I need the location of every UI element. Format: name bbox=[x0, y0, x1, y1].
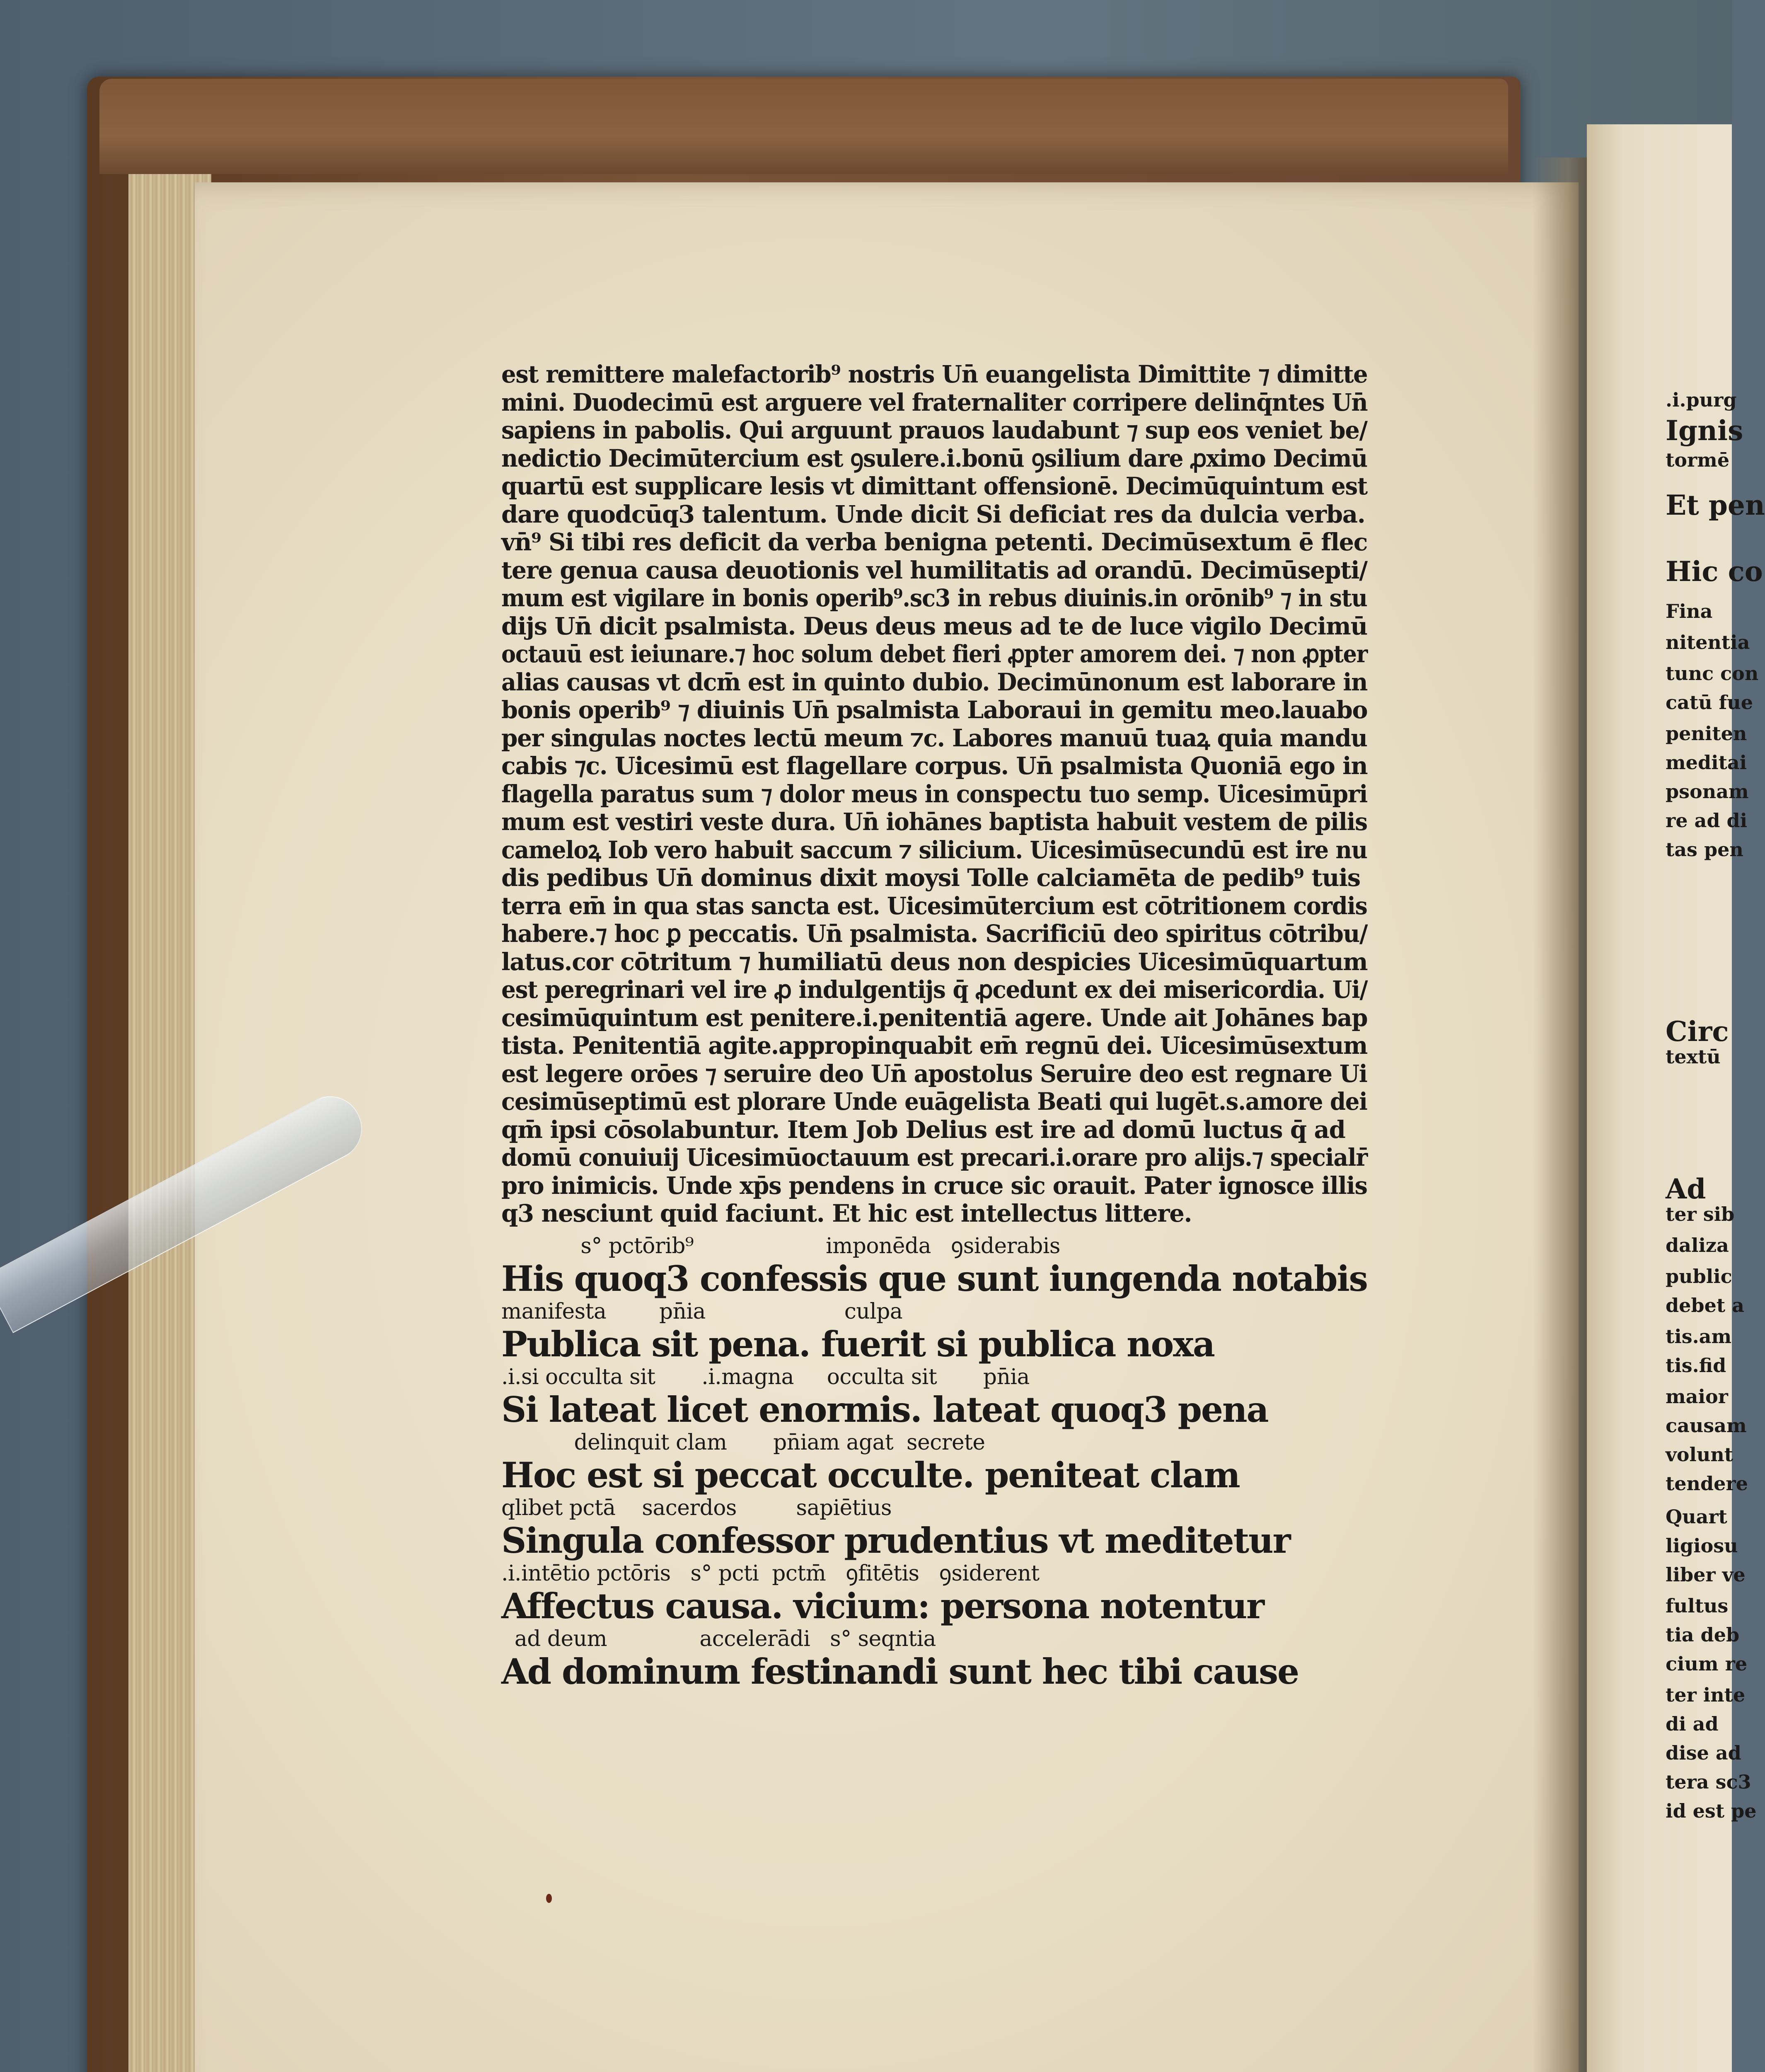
prose-line: dijs Un̄ dicit psalmista. Deus deus meus ad te de luce vigilo Decimū bbox=[501, 612, 1367, 640]
verse-line: Hoc est si peccat occulte. peniteat clam bbox=[501, 1454, 1240, 1496]
facing-page-fragment: id est pe bbox=[1666, 1800, 1757, 1822]
prose-line: sapiens in pabolis. Qui arguunt prauos laudabunt ⁊ sup eos veniet be/ bbox=[501, 416, 1367, 444]
facing-page-fragment: causam bbox=[1666, 1414, 1747, 1437]
facing-page-fragment: catū fue bbox=[1666, 691, 1753, 714]
prose-line: est legere orōes ⁊ seruire deo Un̄ apostolus Seruire deo est regnare Ui bbox=[501, 1059, 1367, 1088]
facing-page-fragment: Ignis bbox=[1666, 414, 1743, 447]
interlinear-gloss: .i.intētio pctōris s° pcti pctm̄ ꝯfitētis ꝯsiderent bbox=[501, 1561, 1040, 1586]
prose-line: tere genua causa deuotionis vel humilitatis ad orandū. Decimūsepti/ bbox=[501, 556, 1367, 584]
prose-line: est peregrinari vel ire ꝓ indulgentijs q̄ ꝓcedunt ex dei misericordia. Ui/ bbox=[501, 975, 1368, 1004]
verse-line: His quoq3 confessis que sunt iungenda notabis bbox=[501, 1258, 1367, 1299]
verse-line: Affectus causa. vicium: persona notentur bbox=[501, 1585, 1264, 1627]
prose-line: cabis ⁊c. Uicesimū est flagellare corpus. Un̄ psalmista Quoniā ego in bbox=[501, 752, 1368, 780]
facing-page-fragment: Hic co bbox=[1666, 555, 1763, 588]
prose-line: q3 nesciunt quid faciunt. Et hic est intellectus littere. bbox=[501, 1199, 1192, 1227]
prose-line: domū conuiuij Uicesimūoctauum est precari.i.orare pro alijs.⁊ specialr̄ bbox=[501, 1143, 1368, 1172]
prose-line: terra em̄ in qua stas sancta est. Uicesimūtercium est cōtritionem cordis bbox=[501, 891, 1367, 920]
facing-page-fragment: tunc con bbox=[1666, 662, 1759, 685]
prose-line: habere.⁊ hoc ꝑ peccatis. Un̄ psalmista. Sacrificiū deo spiritus cōtribu/ bbox=[501, 920, 1368, 948]
facing-page-fragment: peniten bbox=[1666, 722, 1747, 745]
book-gutter-shadow bbox=[1533, 157, 1591, 2072]
prose-line: mum est vigilare in bonis operib⁹.sc3 in rebus diuinis.in orōnib⁹ ⁊ in stu bbox=[501, 584, 1367, 612]
facing-page-fragment: tera sc3 bbox=[1666, 1771, 1751, 1793]
prose-line: cesimūseptimū est plorare Unde euāgelista Beati qui lugēt.s.amore dei bbox=[501, 1087, 1367, 1116]
prose-line: mum est vestiri veste dura. Un̄ iohānes baptista habuit vestem de pilis bbox=[501, 808, 1367, 836]
prose-line: pro inimicis. Unde xp̄s pendens in cruce sic orauit. Pater ignosce illis bbox=[501, 1171, 1367, 1200]
book-cover-top-edge bbox=[99, 79, 1508, 174]
facing-page-fragment: nitentia bbox=[1666, 631, 1750, 654]
main-text-block bbox=[501, 361, 1371, 1692]
prose-line: bonis operib⁹ ⁊ diuinis Un̄ psalmista Laboraui in gemitu meo.lauabo bbox=[501, 696, 1368, 724]
prose-line: est remittere malefactorib⁹ nostris Un̄ euangelista Dimittite ⁊ dimitte bbox=[501, 360, 1368, 388]
facing-page-fragment: public bbox=[1666, 1265, 1732, 1288]
interlinear-gloss: s° pctōrib⁹ imponēda ꝯsiderabis bbox=[501, 1233, 1060, 1259]
prose-section bbox=[501, 361, 1371, 1228]
facing-page-fragment: di ad bbox=[1666, 1713, 1719, 1735]
verse-line: Publica sit pena. fuerit si publica noxa bbox=[501, 1323, 1214, 1365]
prose-line: vn̄⁹ Si tibi res deficit da verba benigna petenti. Decimūsextum ē flec bbox=[501, 528, 1368, 556]
prose-line: tista. Penitentiā agite.appropinquabit em̄ regnū dei. Uicesimūsextum bbox=[501, 1031, 1368, 1060]
facing-page-fragment: fultus bbox=[1666, 1595, 1729, 1617]
interlinear-gloss: manifesta pn̄ia culpa bbox=[501, 1299, 903, 1324]
facing-page-fragment: re ad di bbox=[1666, 809, 1748, 832]
verse-line: Si lateat licet enormis. lateat quoq3 pena bbox=[501, 1389, 1268, 1430]
prose-line: dare quodcūq3 talentum. Unde dicit Si deficiat res da dulcia verba. bbox=[501, 500, 1365, 528]
prose-line: per singulas noctes lectū meum ⁊c. Labores manuū tuaꝝ quia mandu bbox=[501, 724, 1367, 752]
facing-page-fragment: textū bbox=[1666, 1046, 1721, 1068]
facing-page-fragment: tis.am bbox=[1666, 1325, 1732, 1348]
prose-line: flagella paratus sum ⁊ dolor meus in conspectu tuo semp. Uicesimūpri bbox=[501, 779, 1368, 808]
facing-page-fragment: ter inte bbox=[1666, 1684, 1746, 1706]
facing-page-fragment: liber ve bbox=[1666, 1564, 1746, 1586]
prose-line: mini. Duodecimū est arguere vel fraternaliter corripere delinq̄ntes Un̄ bbox=[501, 388, 1368, 416]
facing-page-fragment: .i.purg bbox=[1666, 389, 1737, 411]
verse-line: Singula confessor prudentius vt meditetur bbox=[501, 1520, 1290, 1561]
interlinear-gloss: delinquit clam pn̄iam agat secrete bbox=[501, 1430, 985, 1455]
facing-page-fragment: maior bbox=[1666, 1385, 1728, 1408]
interlinear-gloss: .i.si occulta sit .i.magna occulta sit pn̄ia bbox=[501, 1364, 1030, 1389]
prose-line: quartū est supplicare lesis vt dimittant offensionē. Decimūquintum est bbox=[501, 472, 1367, 500]
facing-page-fragment: Circ bbox=[1666, 1015, 1729, 1048]
facing-page-fragment: Ad bbox=[1666, 1173, 1706, 1205]
facing-page-fragment: Quart bbox=[1666, 1506, 1727, 1528]
prose-line: cameloꝝ Iob vero habuit saccum ⁊ silicium. Uicesimūsecundū est ire nu bbox=[501, 835, 1367, 864]
prose-line: qm̄ ipsi cōsolabuntur. Item Job Delius est ire ad domū luctus q̄ ad bbox=[501, 1115, 1345, 1144]
facing-page-fragment: tas pen bbox=[1666, 838, 1743, 861]
facing-page-fragment: Et pen bbox=[1666, 489, 1765, 521]
facing-page-fragment: debet a bbox=[1666, 1294, 1744, 1317]
facing-page-fragment: meditai bbox=[1666, 751, 1747, 774]
prose-line: latus.cor cōtritum ⁊ humiliatū deus non despicies Uicesimūquartum bbox=[501, 947, 1368, 976]
prose-line: dis pedibus Un̄ dominus dixit moysi Tolle calciamēta de pedib⁹ tuis bbox=[501, 864, 1360, 892]
verse-line: Ad dominum festinandi sunt hec tibi cause bbox=[501, 1651, 1298, 1692]
verse-section bbox=[501, 1234, 1371, 1692]
prose-line: alias causas vt dcm̄ est in quinto dubio. Decimūnonum est laborare in bbox=[501, 668, 1368, 696]
ink-spot bbox=[546, 1894, 552, 1903]
facing-page-fragment: Fina bbox=[1666, 600, 1713, 622]
interlinear-gloss: qlibet pctā sacerdos sapiētius bbox=[501, 1495, 892, 1520]
prose-line: octauū est ieiunare.⁊ hoc solum debet fieri ꝓpter amorem dei. ⁊ non ꝓpter bbox=[501, 640, 1368, 668]
facing-page-fragment: ligiosu bbox=[1666, 1535, 1738, 1557]
interlinear-gloss: ad deum accelerādi s° seqntia bbox=[501, 1626, 936, 1651]
facing-page-fragment: tormē bbox=[1666, 449, 1730, 471]
facing-page-fragment: tis.fid bbox=[1666, 1354, 1726, 1377]
facing-page-fragment: volunt bbox=[1666, 1443, 1734, 1466]
facing-page-fragment: daliza bbox=[1666, 1234, 1729, 1256]
prose-line: nedictio Decimūtercium est ꝯsulere.i.bonū ꝯsilium dare ꝓximo Decimū bbox=[501, 444, 1367, 472]
facing-page-fragment: tia deb bbox=[1666, 1624, 1740, 1646]
facing-page-fragment: dise ad bbox=[1666, 1742, 1741, 1764]
facing-page-fragment: tendere bbox=[1666, 1472, 1748, 1495]
prose-line: cesimūquintum est penitere.i.penitentiā agere. Unde ait Johānes bap bbox=[501, 1003, 1368, 1032]
facing-page-fragment: ter sib bbox=[1666, 1203, 1735, 1225]
facing-page-fragment: cium re bbox=[1666, 1653, 1748, 1675]
facing-page-fragment: psonam bbox=[1666, 780, 1749, 803]
